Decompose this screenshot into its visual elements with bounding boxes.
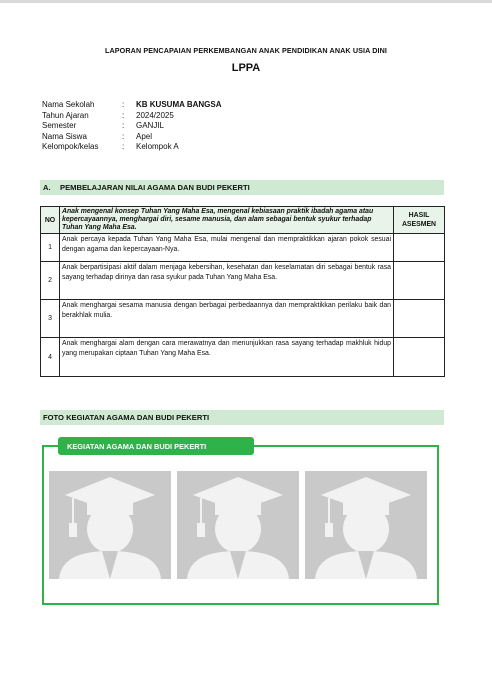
assessment-table: [40, 206, 445, 377]
info-label: Tahun Ajaran: [42, 110, 89, 120]
table-row: [41, 262, 445, 300]
info-value: 2024/2025: [136, 110, 174, 120]
info-label: Semester: [42, 121, 77, 130]
photo-frame-label: [58, 437, 254, 455]
graduate-placeholder-icon: [177, 471, 299, 579]
info-value: KB KUSUMA BANGSA: [136, 100, 222, 109]
info-label: Nama Siswa: [42, 131, 87, 141]
section-a-title: PEMBELAJARAN NILAI AGAMA DAN BUDI PEKERTI: [60, 183, 250, 192]
row-hasil-cell[interactable]: [394, 300, 445, 338]
row-text: Anak berpartisipasi aktif dalam menjaga kebersihan, kesehatan dan keselamatan diri sebagai bentuk rasa sayang terhadap dirinya dan rasa syukur pada Tuhan Yang Maha Esa.: [60, 262, 394, 300]
info-row-semester: [42, 121, 221, 132]
row-hasil-cell[interactable]: [394, 262, 445, 300]
info-colon: :: [122, 121, 125, 130]
info-row-school: [42, 100, 221, 111]
row-text: Anak menghargai sesama manusia dengan berbagai perbedaannya dan mempraktikkan perilaku baik dan berakhlak mulia.: [60, 300, 394, 338]
info-row-year: [42, 111, 221, 122]
report-subtitle: LPPA: [231, 62, 261, 74]
row-hasil-cell[interactable]: [394, 338, 445, 377]
foto-section-title: FOTO KEGIATAN AGAMA DAN BUDI PEKERTI: [43, 413, 210, 422]
report-title: LAPORAN PENCAPAIAN PERKEMBANGAN ANAK PENDIDIKAN ANAK USIA DINI: [105, 46, 387, 55]
info-row-class: [42, 142, 221, 153]
info-colon: :: [122, 142, 125, 151]
activity-photo[interactable]: [177, 471, 299, 579]
info-value: GANJIL: [136, 121, 165, 130]
graduate-placeholder-icon: [49, 471, 171, 579]
top-border: [0, 0, 492, 3]
graduate-placeholder-icon: [305, 471, 427, 579]
row-number: 3: [41, 300, 60, 338]
row-text: Anak percaya kepada Tuhan Yang Maha Esa, mulai mengenal dan mempraktikkan ajaran pokok sesuai dengan agama dan kepercayaan-Nya.: [60, 234, 394, 262]
col-hasil-header: HASIL ASESMEN: [394, 207, 445, 234]
section-a-header: [40, 180, 444, 195]
foto-section-header: [40, 410, 444, 425]
student-info: [42, 100, 221, 153]
info-row-student: [42, 132, 221, 143]
col-kd-header: Anak mengenal konsep Tuhan Yang Maha Esa, mengenal kebiasaan praktik ibadah agama atau kepercayaannya, menghargai diri, sesame manusia, dan alam sebagai bentuk syukur terhadap Tuhan Yang Maha Esa.: [60, 207, 394, 234]
row-number: 4: [41, 338, 60, 377]
photo-frame-label-text: KEGIATAN AGAMA DAN BUDI PEKERTI: [67, 442, 207, 451]
info-value: Kelompok A: [136, 142, 179, 151]
activity-photo[interactable]: [49, 471, 171, 579]
row-number: 1: [41, 234, 60, 262]
info-value: Apel: [136, 131, 153, 141]
info-colon: :: [122, 100, 125, 109]
table-row: [41, 300, 445, 338]
activity-photo[interactable]: [305, 471, 427, 579]
col-no-header: NO: [41, 207, 60, 234]
table-row: [41, 234, 445, 262]
section-a-letter: A.: [43, 183, 51, 192]
row-hasil-cell[interactable]: [394, 234, 445, 262]
info-label: Kelompok/kelas: [42, 142, 99, 151]
info-label: Nama Sekolah: [42, 100, 95, 109]
row-number: 2: [41, 262, 60, 300]
info-colon: :: [122, 131, 125, 141]
table-header-row: [41, 207, 445, 234]
table-row: [41, 338, 445, 377]
info-colon: :: [122, 110, 125, 120]
row-text: Anak menghargai alam dengan cara merawatnya dan menunjukkan rasa sayang terhadap makhluk hidup yang merupakan ciptaan Tuhan Yang Maha Esa.: [60, 338, 394, 377]
